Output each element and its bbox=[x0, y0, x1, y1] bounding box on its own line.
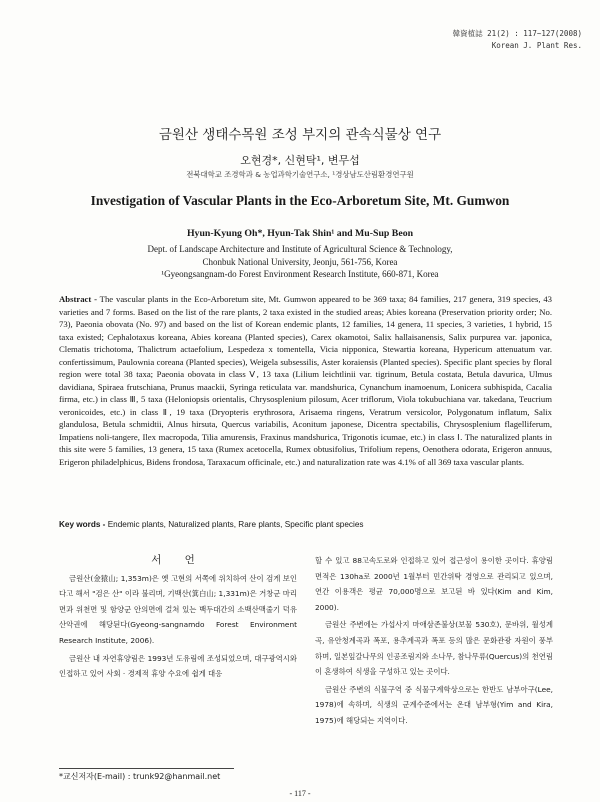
english-title: Investigation of Vascular Plants in the Eco-Arboretum Site, Mt. Gumwon bbox=[90, 193, 510, 208]
journal-name: Korean J. Plant Res. bbox=[491, 41, 582, 50]
keywords bbox=[59, 520, 552, 529]
affiliation-line: Chonbuk National University, Jeonju, 561-756, Korea bbox=[202, 256, 398, 267]
corresponding-author-footnote: *교신저자(E-mail) : trunk92@hanmail.net bbox=[59, 772, 221, 781]
abstract bbox=[59, 293, 552, 468]
footnote-divider bbox=[59, 768, 234, 769]
journal-citation: 韓資植誌 21(2) : 117~127(2008) bbox=[452, 29, 582, 38]
body-column-left bbox=[59, 553, 297, 684]
affiliation-line: Dept. of Landscape Architecture and Institute of Agricultural Science & Technology, bbox=[147, 244, 453, 254]
korean-title: 금원산 생태수목원 조성 부지의 관속식물상 연구 bbox=[158, 127, 442, 143]
page-number: - 117 - bbox=[289, 789, 311, 798]
paragraph: 금원산 주변의 식물구역 중 식물구계학상으로는 한반도 남부아구(Lee, 1978)에 속하며, 식생의 군계수준에서는 온대 남부형(Yim and Kira, 1975)에 해당되는 지역이다. bbox=[315, 684, 553, 725]
journal-header bbox=[453, 28, 582, 52]
abstract-text: The vascular plants in the Eco-Arboretum site, Mt. Gumwon appeared to be 369 taxa; 84 families, 217 genera, 319 species, 43 varieties and 7 forms. Based on the list of the rare plants, 2 taxa existed in the studied areas; Abies koreana (Preservation priority order; No. 73), Paeonia obovata (No. 97) and based on the list of Korean endemic plants, 12 families, 14 genera, 11 species, 3 varieties, 1 hybrid, 15 taxa existed; Cephalotaxus koreana, Abies koreana (Planted species), Carex okamotoi, Salix hallaisanensis, Salix purpurea var. japonica, Clematis trichotoma, Thalictrum actaefolium, Lespedeza x tomentella, Vicia nipponica, Stewartia koreana, Hypericum attenuatum var. confertissimum, Paulownia coreana (Planted species), Weigela subsessilis, Aster koraiensis (Planted species). Specific plant species by floral region were total 38 taxa; Paeonia obovata in class Ⅴ, 13 taxa (Lilium leichtlinii var. tigrinum, Betula costata, Betula davurica, Ulmus davidiana, Spiraea frutschiana, Prunus maackii, Syringa reticulata var. mandshurica, Cynanchum inamoenum, Lonicera subhispida, Cacalia firma, etc.) in class Ⅲ, 5 taxa (Heloniopsis orientalis, Chrysosplenium pilosum, Acer triflorum, Viola tokubuchiana var. takedana, Teucrium veronicoides, etc.) in class Ⅱ, 19 taxa (Dryopteris erythrosora, Arisaema ringens, Veratrum versicolor, Polygonatum inflatum, Salix glandulosa, Betula schmidtii, Alnus hirsuta, Quercus variabilis, Aconitum japonese, Dicentra spectabilis, Chrysosplenium flagelliferum, Impatiens noli-tangere, Ilex macropoda, Tilia amurensis, Fraxinus mandshurica, Trigonotis icumae, etc.) in class Ⅰ. The naturalized plants in this site were 5 families, 13 genera, 15 taxa (Rumex acetocella, Rumex obtusifolius, Trifolium repens, Oenothera odorata, Erigeron annuus, Erigeron philadelphicus, Bidens frondosa, Taraxacum officinale, etc.) and naturalization rate was 4.1% of all 369 taxa vascular plants. bbox=[59, 294, 552, 467]
korean-authors: 오현경*, 신현탁¹, 변무섭 bbox=[240, 154, 360, 167]
paragraph: 금원산 주변에는 가섭사지 마애삼존불상(보물 530호), 문바위, 월성계곡, 유안청계곡과 폭포, 용추계곡과 폭포 등의 많은 문화관광 자원이 풍부하며, 일본잎갈나무의 인공조림지와 소나무, 참나무류(Quercus)의 천연림이 혼생하여 식생을 구성하고 있는 곳이다. bbox=[315, 620, 553, 677]
affiliation-line: ¹Gyeongsangnam-do Forest Environment Research Institute, 660-871, Korea bbox=[161, 269, 439, 279]
keywords-text: Endemic plants, Naturalized plants, Rare plants, Specific plant species bbox=[105, 520, 364, 529]
paragraph: 금원산(金猿山; 1,353m)은 옛 고현의 서쪽에 위치하여 산이 검게 보인다고 해서 "검은 산" 이라 불리며, 기백산(箕白山; 1,331m)은 거창군 마리면과 위천면 및 함양군 안의면에 걸쳐 있는 백두대간의 소백산맥줄기 덕유산악권에 해당된다(Gyeong-sangnamdo Forest Environment Research Institute, 2006). bbox=[59, 573, 297, 645]
korean-affiliation: 전북대학교 조경학과 & 농업과학기술연구소, ¹경상남도산림환경연구원 bbox=[186, 170, 414, 179]
body-column-right bbox=[315, 553, 553, 731]
paragraph: 금원산 내 자연휴양림은 1993년 도유림에 조성되었으며, 대구광역시와 인접하고 있어 사회 · 경제적 휴양 수요에 쉽게 대응 bbox=[59, 653, 297, 679]
abstract-label: Abstract - bbox=[59, 294, 97, 304]
english-authors: Hyun-Kyung Oh*, Hyun-Tak Shin¹ and Mu-Sup Beon bbox=[186, 228, 414, 239]
keywords-label: Key words - bbox=[59, 520, 106, 529]
paragraph: 할 수 있고 88고속도로와 인접하고 있어 접근성이 용이한 곳이다. 휴양림 면적은 130ha로 2000년 1월부터 민간위탁 경영으로 관리되고 있으며, 연간 이용객은 평균 70,000명으로 보고된 바 있다(Kim and Kim, 2000). bbox=[315, 556, 553, 612]
english-affiliation bbox=[0, 243, 600, 281]
section-heading-introduction: 서 언 bbox=[151, 554, 205, 566]
